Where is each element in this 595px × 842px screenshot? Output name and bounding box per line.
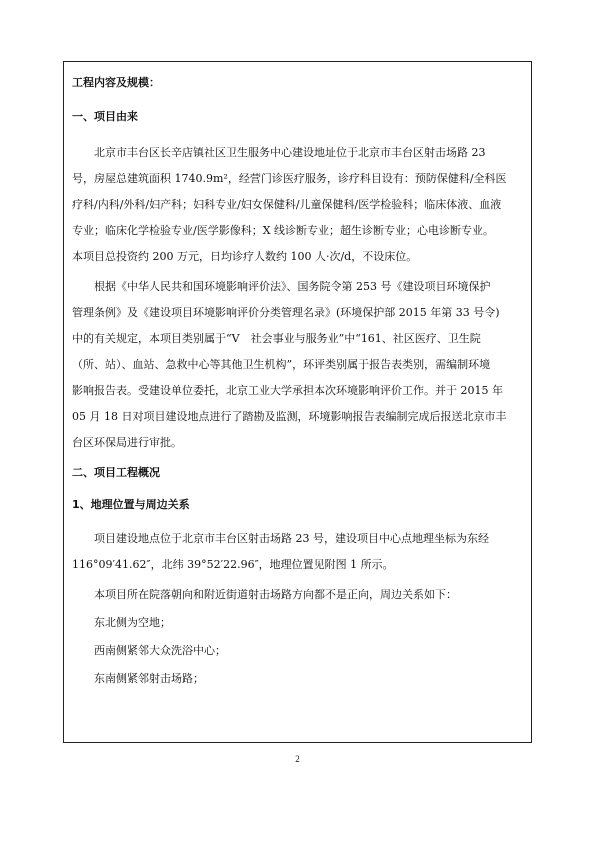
paragraph-3-line: 项目建设地点位于北京市丰台区射击场路 23 号，建设项目中心点地理坐标为东经 (94, 532, 489, 545)
relation-item: 西南侧紧邻大众洗浴中心； (94, 644, 226, 657)
relation-item: 东北侧为空地； (94, 616, 171, 629)
paragraph-2-line: 台区环保局进行审批。 (72, 436, 182, 449)
paragraph-2-line: 根据《中华人民共和国环境影响评价法》、国务院令第 253 号《建设项目环境保护 (94, 280, 491, 293)
page-number: 2 (295, 754, 300, 764)
scope-heading: 工程内容及规模： (72, 76, 160, 89)
paragraph-4: 本项目所在院落朝向和附近街道射击场路方向都不是正向，周边关系如下： (94, 588, 457, 601)
section-1-title: 一、项目由来 (72, 110, 138, 123)
paragraph-1-line: 本项目总投资约 200 万元，日均诊疗人数约 100 人·次/d，不设床位。 (72, 250, 418, 263)
paragraph-2-line: 管理条例》及《建设项目环境影响评价分类管理名录》(环境保护部 2015 年第 33 号令) (72, 306, 500, 319)
paragraph-1-line: 北京市丰台区长辛店镇社区卫生服务中心建设地址位于北京市丰台区射击场路 23 (94, 146, 486, 159)
paragraph-2-line: 中的有关规定，本项目类别属于“V 社会事业与服务业”中“161、社区医疗、卫生院 (72, 332, 481, 345)
relation-item: 东南侧紧邻射击场路； (94, 672, 204, 685)
paragraph-1-line: 疗科/内科/外科/妇产科；妇科专业/妇女保健科/儿童保健科/医学检验科；临床体液、血液 (72, 198, 502, 211)
section-2-title: 二、项目工程概况 (72, 466, 160, 479)
paragraph-2-line: 影响报告表。受建设单位委托，北京工业大学承担本次环境影响评价工作。并于 2015 年 (72, 384, 503, 397)
paragraph-2-line: 05 月 18 日对项目建设地点进行了踏勘及监测，环境影响报告表编制完成后报送北京市丰 (72, 410, 507, 423)
paragraph-1-line: 专业；临床化学检验专业/医学影像科；X 线诊断专业；超生诊断专业；心电诊断专业。 (72, 224, 495, 237)
paragraph-2-line: （所、站）、血站、急救中心等其他卫生机构”，环评类别属于报告表类别，需编制环境 (72, 358, 491, 371)
paragraph-3-line: 116°09′41.62″，北纬 39°52′22.96″，地理位置见附图 1 所示。 (72, 558, 394, 571)
paragraph-1-line: 号，房屋总建筑面积 1740.9m²，经营门诊医疗服务，诊疗科目设有：预防保健科/全科医 (72, 172, 507, 185)
subsection-1-title: 1、地理位置与周边关系 (72, 498, 190, 511)
content-frame (63, 61, 532, 743)
